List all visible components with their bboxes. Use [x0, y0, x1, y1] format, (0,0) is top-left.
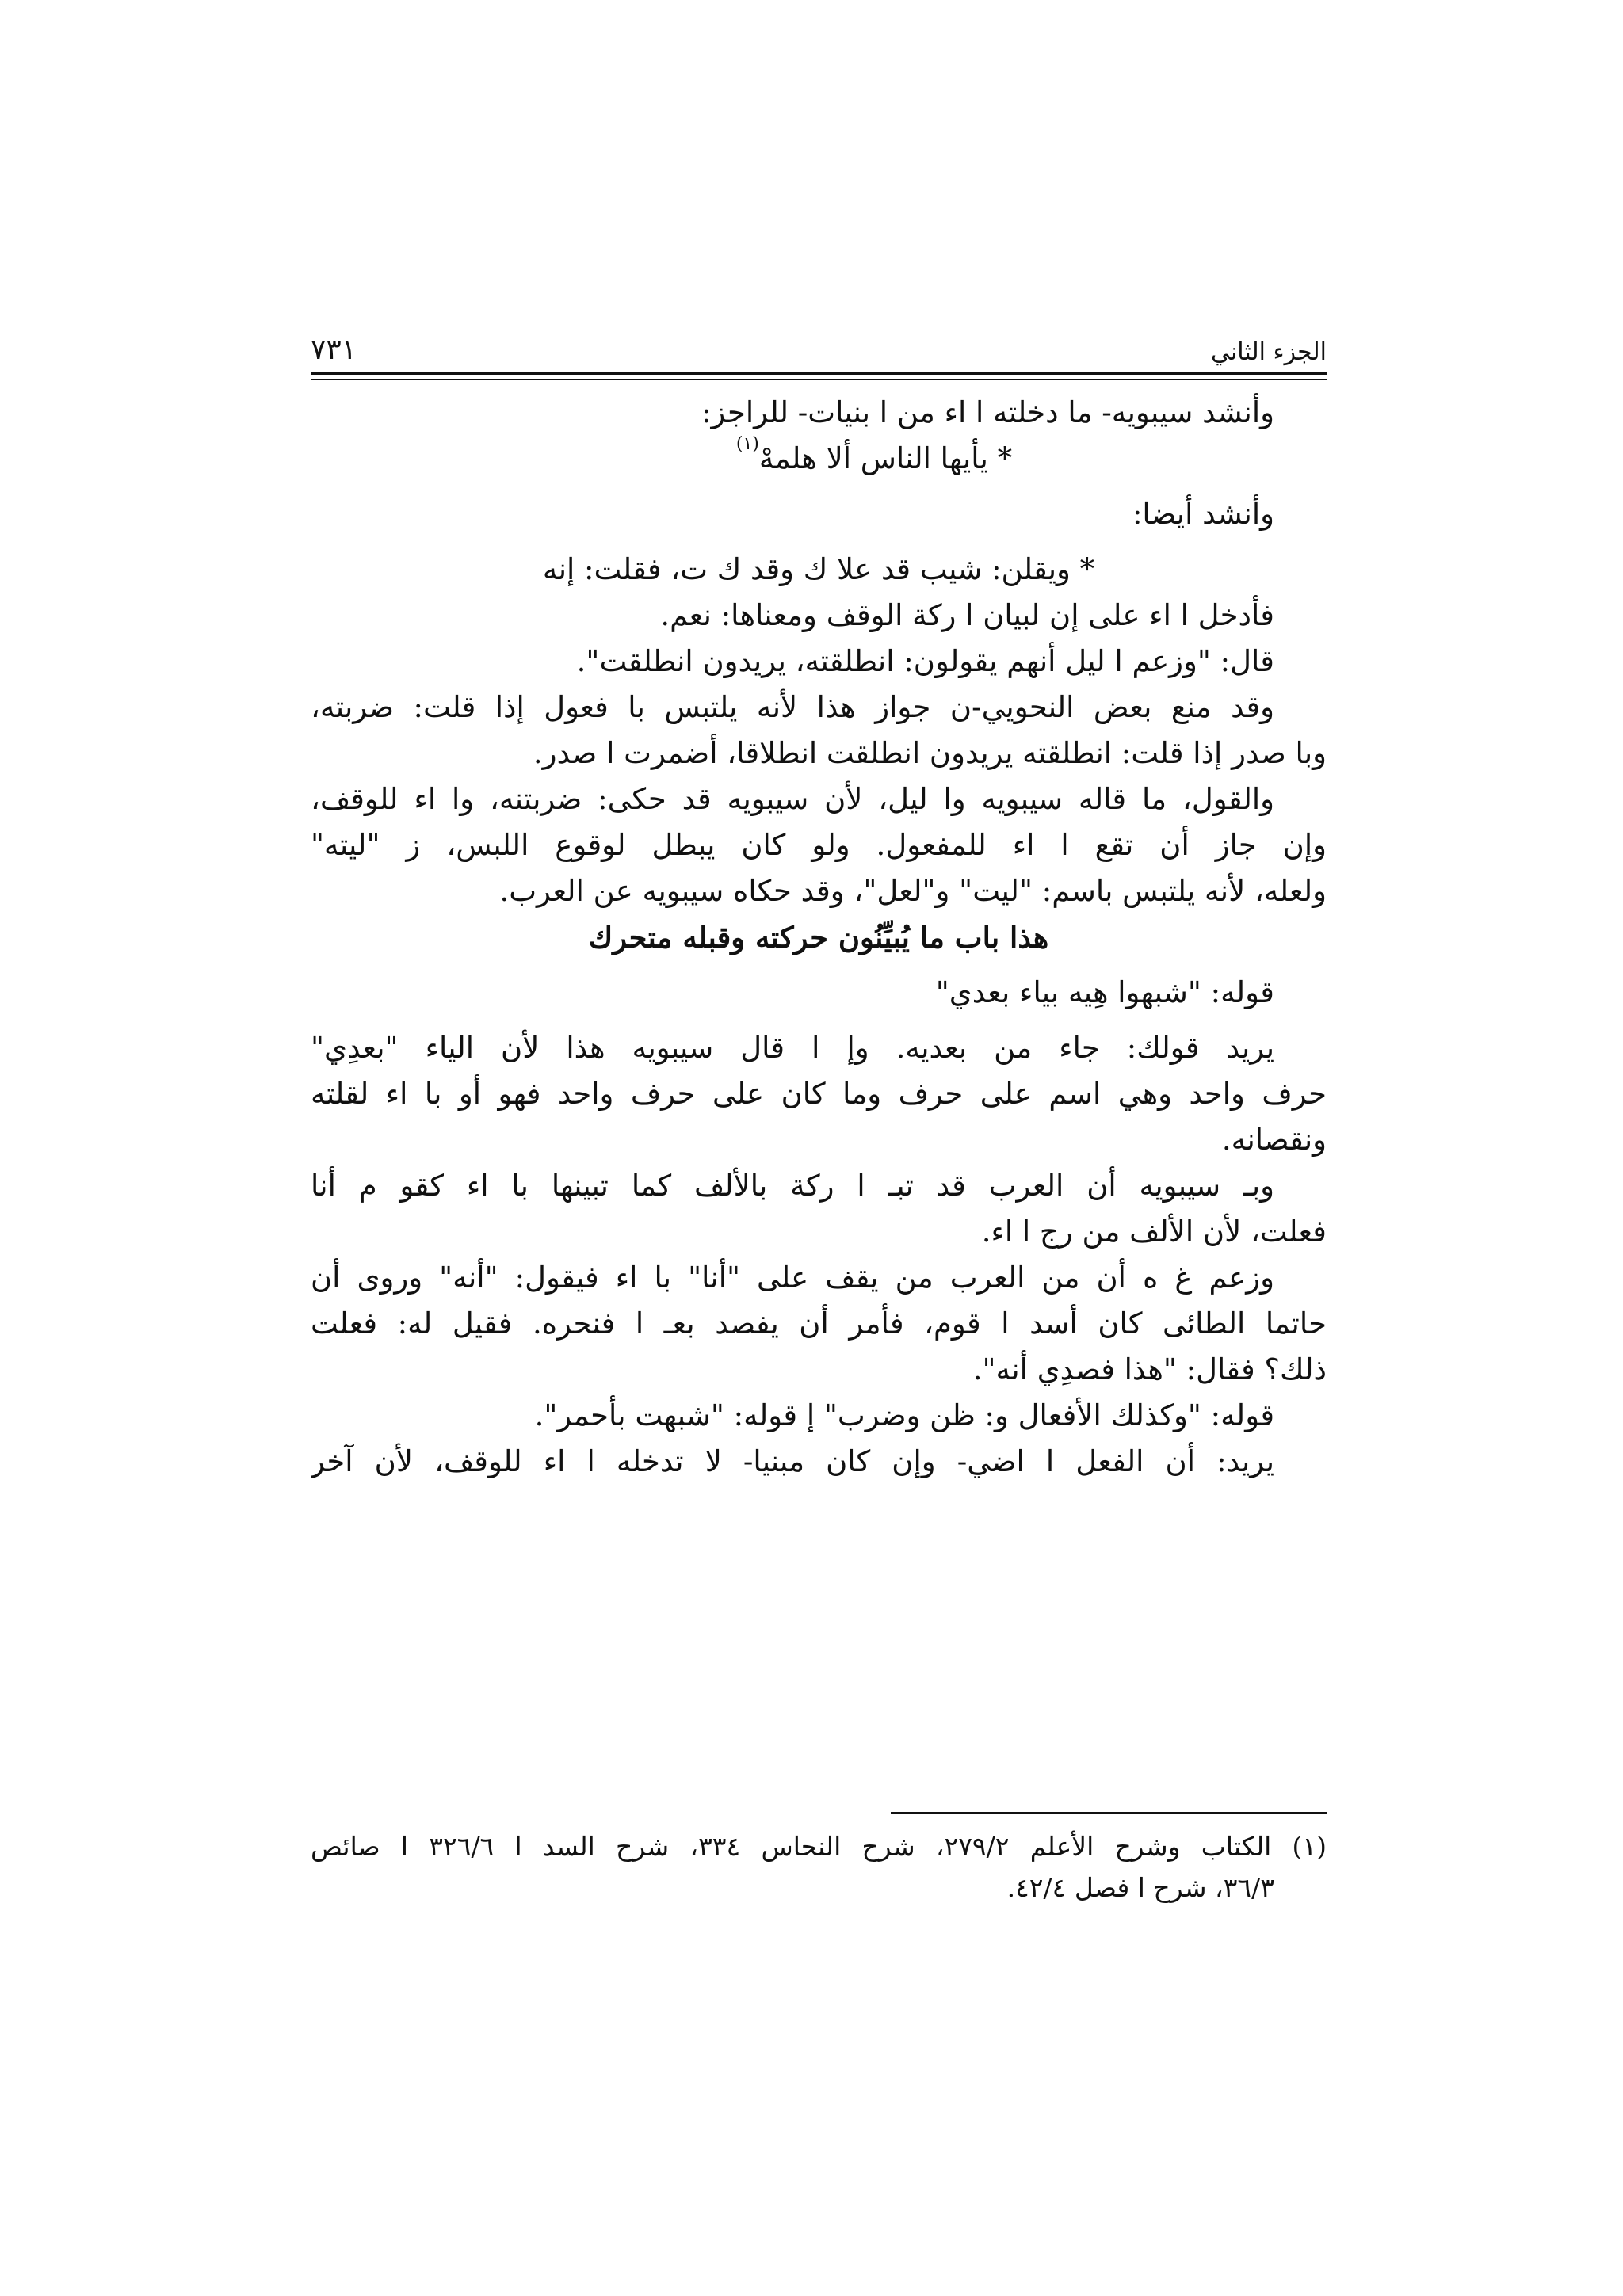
- text-line: حاتما الطائى كان أسد ا قوم، فأمر أن يفصد بعـ ا فنحره. فقيل له: فعلت: [311, 1306, 1327, 1341]
- verse-line: * ويقلن: شيب قد علا ك وقد ك ت، فقلت: إنه: [542, 552, 1095, 586]
- verse-text: * يأيها الناس ألا هلمهْ: [758, 441, 1013, 475]
- footnote-line: ٣٦/٣، شرح ا فصل ٤٢/٤.: [1006, 1872, 1274, 1903]
- text-line: فأدخل ا اء على إن لبيان ا ركة الوقف ومعناها: نعم.: [660, 598, 1274, 632]
- header-rule: [311, 372, 1327, 380]
- running-title: الجزء الثاني: [1210, 338, 1327, 366]
- text-line: وأنشد أيضا:: [1132, 497, 1274, 531]
- text-line: فعلت، لأن الألف من رج ا اء.: [981, 1215, 1327, 1249]
- footnote-line: (١) الكتاب وشرح الأعلم ٢٧٩/٢، شرح النحاس ٣٣٤، شرح السد ا ٣٢٦/٦ ا صائص: [311, 1831, 1327, 1862]
- text-line: قوله: "وكذلك الأفعال و: ظن وضرب" إ قوله: "شبهت بأحمر".: [534, 1398, 1274, 1432]
- text-line: ذلك؟ فقال: "هذا فصدِي أنه".: [972, 1352, 1327, 1386]
- page-header: [311, 318, 1327, 366]
- text-line: وأنشد سيبويه- ما دخلته ا اء من ا بنيات- للراجز:: [701, 395, 1274, 429]
- text-line: وبا صدر إذا قلت: انطلقته يريدون انطلقت انطلاقا، أضمرت ا صدر.: [533, 736, 1327, 770]
- text-line: وإن جاز أن تقع ا اء للمفعول. ولو كان يبطل لوقوع اللبس، ز "ليته": [311, 828, 1327, 862]
- text-line: وبـ سيبويه أن العرب قد تبـ ا ركة بالألف كما تبينها با اء كقو م أنا: [311, 1169, 1274, 1203]
- verse-line: [311, 436, 1327, 482]
- footnote-rule: [891, 1812, 1327, 1814]
- text-line: وقد منع بعض النحويي-ن جواز هذا لأنه يلتبس با فعول إذا قلت: ضربته،: [311, 690, 1274, 724]
- text-line: حرف واحد وهي اسم على حرف وما كان على حرف واحد فهو أو با اء لقلته: [311, 1077, 1327, 1111]
- footnotes: [311, 1826, 1327, 1909]
- text-line: قال: "وزعم ا ليل أنهم يقولون: انطلقته، يريدون انطلقت".: [576, 644, 1274, 678]
- text-line: والقول، ما قاله سيبويه وا ليل، لأن سيبويه قد حكى: ضربتنه، وا اء للوقف،: [311, 782, 1274, 816]
- text-line: وزعم غ ه أن من العرب من يقف على "أنا" با اء فيقول: "أنه" وروى أن: [311, 1261, 1274, 1295]
- footnote-marker: (١): [735, 436, 759, 454]
- text-line: يريد قولك: جاء من بعديه. وإ ا قال سيبويه هذا لأن الياء "بعدِي": [311, 1031, 1274, 1065]
- text-line: ونقصانه.: [1221, 1123, 1327, 1157]
- text-line: يريد: أن الفعل ا اضي- وإن كان مبنيا- لا تدخله ا اء للوقف، لأن آخر: [311, 1444, 1274, 1478]
- main-text: [311, 390, 1327, 1485]
- section-title: هذا باب ما يُبيِّنُون حركته وقبله متحرك: [588, 920, 1049, 955]
- page-number: ٧٣١: [311, 334, 357, 366]
- text-line: قوله: "شبهوا هِيه بياء بعدي": [935, 975, 1274, 1009]
- text-line: ولعله، لأنه يلتبس باسم: "ليت" و"لعل"، وقد حكاه سيبويه عن العرب.: [499, 874, 1327, 908]
